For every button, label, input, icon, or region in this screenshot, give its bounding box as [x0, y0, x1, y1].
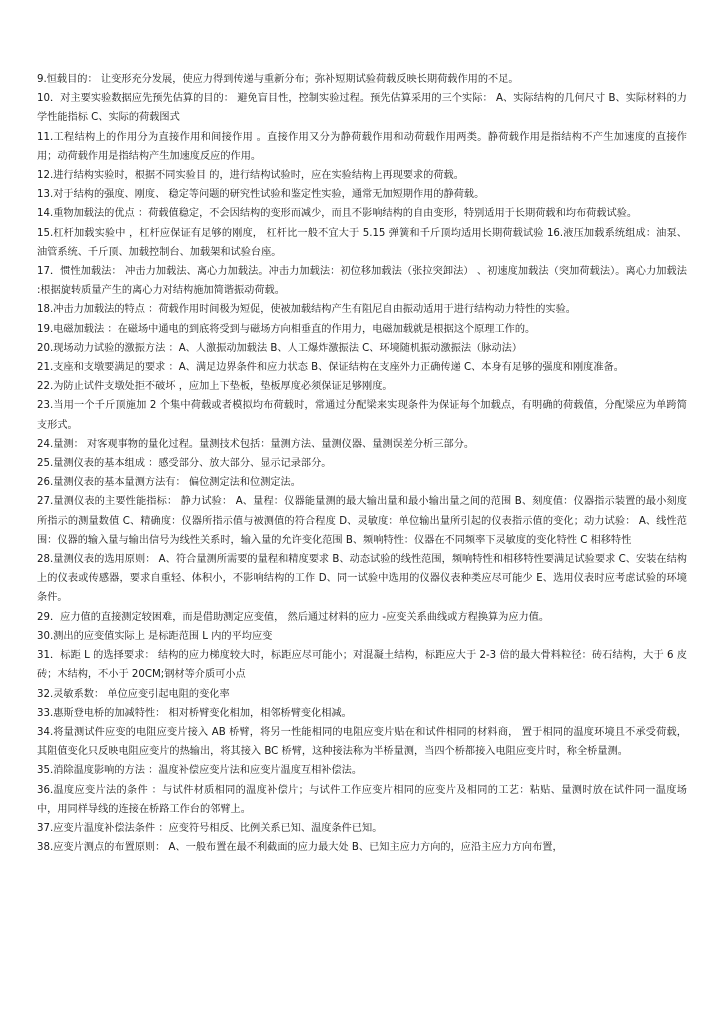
- entry-26: 26.量测仪表的基本量测方法有： 偏位测定法和位测定法。: [37, 477, 301, 489]
- entry-12: 12.进行结构实验时，根据不同实验目 的，进行结构试验时，应在实验结构上再现要求的荷载。: [37, 170, 464, 182]
- entry-21: 21.支座和支墩要满足的要求 ：A、满足边界条件和应力状态 B、保证结构在支座外力正确传递 C、本身有足够的强度和刚度准备。: [37, 362, 624, 374]
- entry-35: 35.消除温度影响的方法 ：温度补偿应变片法和应变片温度互相补偿法。: [37, 765, 363, 777]
- entry-36: 36.温度应变片法的条件 ：与试件材质相同的温度补偿片；与试件工作应变片相同的应变片及相同的工艺：粘贴、量测时放在试件同一温度场中，用同样导线的连接在桥路工作台的邻臂上。: [37, 784, 687, 815]
- entry-29: 29．应力值的直接测定较困难，而是借助测定应变值， 然后通过材料的应力 -应变关系曲线或方程换算为应力值。: [37, 611, 550, 623]
- entry-14: 14.重物加载法的优点 ：荷载值稳定，不会因结构的变形而减少，而且不影响结构的自由变形，特别适用于长期荷载和均布荷载试验。: [37, 208, 638, 220]
- document-page: [37, 70, 687, 857]
- entry-19: 19.电磁加载法 ：在磁场中通电的到底将受到与磁场方向相垂直的作用力，电磁加载就是根据这个原理工作的。: [37, 323, 536, 335]
- entry-37: 37.应变片温度补偿法条件 ：应变符号相反、比例关系已知、温度条件已知。: [37, 822, 383, 834]
- entry-10: 10．对主要实验数据应先预先估算的目的： 避免盲目性，控制实验过程。预先估算采用的三个实际： A、实际结构的几何尺寸 B、实际材料的力学性能指标 C、实际的荷载图式: [37, 93, 687, 124]
- entry-17: 17．惯性加载法： 冲击力加载法、离心力加载法。冲击力加载法：初位移加载法（张拉突卸法） 、初速度加载法（突加荷载法）。离心力加载法 :根据旋转质量产生的离心力对结构施加简谐振动荷载。: [37, 266, 687, 297]
- entry-30: 30.测出的应变值实际上 是标距范围 L 内的平均应变: [37, 630, 273, 642]
- entry-25: 25.量测仪表的基本组成 ：感受部分、放大部分、显示记录部分。: [37, 458, 332, 470]
- entry-32: 32.灵敏系数： 单位应变引起电阻的变化率: [37, 688, 230, 700]
- entry-20: 20.现场动力试验的激振方法 ：A、人激振动加载法 B、人工爆炸激振法 C、环境随机振动激振法（脉动法）: [37, 342, 523, 354]
- entry-9: 9.恒载目的： 让变形充分发展，使应力得到传递与重新分布；弥补短期试验荷载反映长期荷载作用的不足。: [37, 74, 519, 85]
- entry-34: 34.将量测试件应变的电阻应变片接入 AB 桥臂，将另一性能相同的电阻应变片贴在和试件相同的材料商， 置于相同的温度环境且不承受荷载，其阻值变化只反映电阻应变片的热输出，将其接入 BC 桥臂，这种接法称为半桥量测，当四个桥都接入电阻应变片时，称全桥量测。: [37, 726, 687, 758]
- entry-22: 22.为防止试件支墩处拒不破坏 ，应加上下垫板，垫板厚度必须保证足够刚度。: [37, 381, 393, 393]
- entry-11: 11.工程结构上的作用分为直接作用和间接作用 。直接作用又分为静荷载作用和动荷载作用两类。静荷载作用是指结构不产生加速度的直接作用；动荷载作用是指结构产生加速度反应的作用。: [37, 131, 687, 162]
- entry-15-16: 15.杠杆加载实验中 ，杠杆应保证有足够的刚度， 杠杆比一般不宜大于 5.15 弹簧和千斤顶均适用长期荷载试验 16.液压加载系统组成：油泵、油管系统、千斤顶、加载控制台、加载架和试验台座。: [37, 227, 687, 258]
- entry-13: 13.对于结构的强度、刚度、 稳定等问题的研究性试验和鉴定性实验，通常无加短期作用的静荷载。: [37, 189, 485, 201]
- entry-33: 33.惠斯登电桥的加减特性： 相对桥臂变化相加，相邻桥臂变化相减。: [37, 707, 352, 719]
- entry-24: 24.量测： 对客观事物的量化过程。量测技术包括：量测方法、量测仪器、量测误差分析三部分。: [37, 438, 475, 450]
- entry-28: 28.量测仪表的选用原则： A、符合量测所需要的量程和精度要求 B、动态试验的线性范围，频响特性和相移特性要满足试验要求 C、安装在结构上的仪表或传感器，要求自重轻、体积小，不影响结构的工作 D、同一试验中选用的仪器仪表种类应尽可能少 E、选用仪表时应考虑试验的环境条件。: [37, 554, 687, 604]
- entry-18: 18.冲击力加载法的特点 ：荷载作用时间极为短促，使被加载结构产生有阻尼自由振动适用于进行结构动力特性的实验。: [37, 304, 576, 316]
- entry-27: 27.量测仪表的主要性能指标： 静力试验： A、量程：仪器能量测的最大输出量和最小输出量之间的范围 B、刻度值：仪器指示装置的最小刻度所指示的测量数值 C、精确度：仪器所指示值与被测值的符合程度 D、灵敏度：单位输出量所引起的仪表指示值的变化；动力试验： A、线性范围：仪器的输入量与输出信号为线性关系时，输入量的允许变化范围 B、频响特性：仪器在不同频率下灵敏度的变化特性 C 相移特性: [37, 496, 687, 546]
- entry-38: 38.应变片测点的布置原则： A、一般布置在最不利截面的应力最大处 B、已知主应力方向的，应沿主应力方向布置，: [37, 842, 563, 854]
- entry-31: 31．标距 L 的选择要求： 结构的应力梯度较大时，标距应尽可能小；对混凝土结构，标距应大于 2-3 倍的最大骨料粒径：砖石结构，大于 6 皮砖；木结构，不小于 20CM;钢材等介质可小点: [37, 650, 687, 681]
- entry-23: 23.当用一个千斤顶施加 2 个集中荷载或者模拟均布荷载时，常通过分配梁来实现条件为保证每个加载点，有明确的荷载值，分配梁应为单跨简支形式。: [37, 400, 687, 431]
